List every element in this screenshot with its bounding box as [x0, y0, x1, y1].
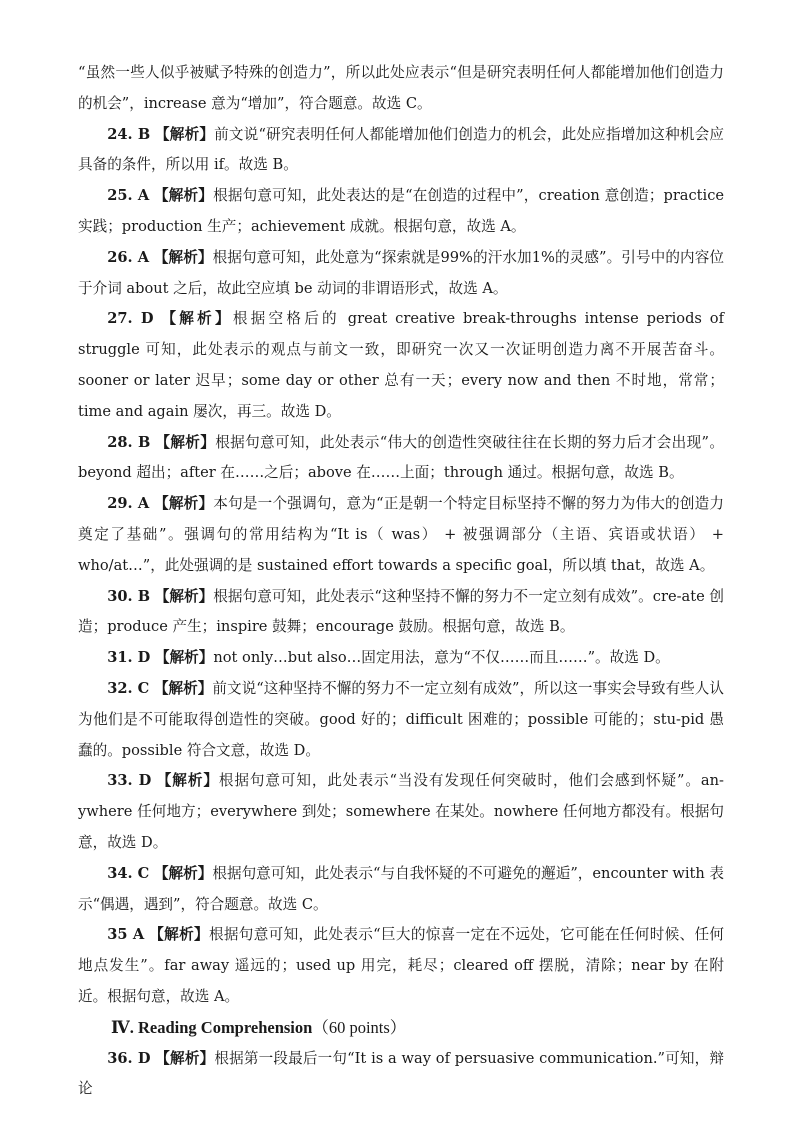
answer-text: 根据句意可知，此处表示“伟大的创造性突破往往在长期的努力后才会出现”。beyond 超出；after 在……之后；above 在……上面；through 通过。根据句意，故选 B。 — [78, 433, 724, 482]
answer-text: 前文说“这种坚持不懈的努力不一定立刻有成效”，所以这一事实会导致有些人认为他们是不可能取得创造性的突破。good 好的；difficult 困难的；possible 可能的；stu-pid 愚蠢的。possible 符合文意，故选 D。 — [78, 679, 724, 759]
intro-paragraph: “虽然一些人似乎被赋予特殊的创造力”，所以此处应表示“但是研究表明任何人都能增加他们创造力的机会”，increase 意为“增加”，符合题意。故选 C。 — [78, 64, 724, 112]
answer-number: 28. B — [107, 433, 151, 451]
answer-explanations — [78, 58, 724, 1105]
answer-number: 33. D — [107, 772, 152, 790]
answer-number: 29. A — [107, 495, 150, 513]
answer-35 — [78, 920, 724, 1012]
answer-36 — [78, 1044, 724, 1106]
section-heading — [78, 1013, 724, 1044]
answer-28 — [78, 428, 724, 490]
answer-number: 30. B — [107, 587, 151, 605]
answer-32 — [78, 674, 724, 766]
analysis-tag: 【解析】 — [153, 864, 213, 882]
analysis-tag: 【解析】 — [155, 433, 216, 451]
analysis-tag: 【解析】 — [153, 679, 213, 697]
answer-text: 根据句意可知，此处表示“与自我怀疑的不可避免的邂逅”，encounter with 表示“偶遇，遇到”，符合题意。故选 C。 — [78, 864, 724, 913]
answer-number: 26. A — [107, 248, 150, 266]
analysis-tag: 【解析】 — [155, 1049, 215, 1067]
answer-number: 25. A — [107, 187, 150, 205]
answer-number: 31. D — [107, 649, 151, 667]
analysis-tag: 【解析】 — [155, 125, 215, 143]
analysis-tag: 【解析】 — [154, 495, 214, 513]
analysis-tag: 【解析】 — [156, 772, 219, 790]
answer-number: 36. D — [107, 1049, 151, 1067]
analysis-tag: 【解析】 — [149, 926, 209, 944]
answer-27 — [78, 304, 724, 427]
answer-text: 根据空格后的 great creative break-throughs intense periods of struggle 可知，此处表示的观点与前文一致，即研究一次又一次证明创造力离不开展苦奋斗。sooner or later 迟早；some day or other 总有一天；every now and then 不时地，常常；time and again 屡次，再三。故选 D。 — [78, 310, 724, 420]
answer-34 — [78, 859, 724, 921]
answer-number: 32. C — [107, 679, 150, 697]
answer-text: 根据第一段最后一句“It is a way of persuasive communication.”可知，辩论 — [78, 1049, 724, 1098]
answer-number: 24. B — [107, 125, 151, 143]
analysis-tag: 【解析】 — [154, 587, 214, 605]
answer-text: 前文说“研究表明任何人都能增加他们创造力的机会，此处应指增加这种机会应具备的条件，所以用 if。故选 B。 — [78, 125, 724, 174]
answer-29 — [78, 489, 724, 581]
answer-text: 本句是一个强调句，意为“正是朝一个特定目标坚持不懈的努力为伟大的创造力奠定了基础”。强调句的常用结构为“It is（ was） + 被强调部分（主语、宾语或状语） + who/at…”，此处强调的是 sustained effort towards a specific goal，所以填 that，故选 A。 — [78, 495, 725, 574]
answer-text: 根据句意可知，此处表达的是“在创造的过程中”，creation 意创造；practice 实践；production 生产；achievement 成就。根据句意，故选 A。 — [78, 187, 725, 235]
answer-25 — [78, 181, 724, 243]
answer-26 — [78, 243, 724, 305]
analysis-tag: 【解析】 — [154, 187, 214, 205]
answer-text: 根据句意可知，此处表示“这种坚持不懈的努力不一定立刻有成效”。cre-ate 创造；produce 产生；inspire 鼓舞；encourage 鼓励。根据句意，故选 B。 — [78, 587, 724, 636]
answer-30 — [78, 582, 724, 644]
answer-31 — [78, 643, 724, 674]
section-points: （60 points） — [312, 1017, 407, 1037]
answer-text: 根据句意可知，此处表示“巨大的惊喜一定在不远处，它可能在任何时候、任何地点发生”。far away 遥远的；used up 用完，耗尽；cleared off 摆脱，清除；near by 在附近。根据句意，故选 A。 — [78, 926, 724, 1005]
answer-text: 根据句意可知，此处意为“探索就是99%的汗水加1%的灵感”。引号中的内容位于介词 about 之后，故此空应填 be 动词的非谓语形式，故选 A。 — [78, 248, 724, 297]
section-title: Ⅳ. Reading Comprehension — [111, 1017, 313, 1037]
answer-number: 34. C — [107, 864, 150, 882]
answer-number: 27. D — [107, 310, 154, 328]
analysis-tag: 【解析】 — [154, 649, 214, 667]
answer-33 — [78, 766, 724, 858]
answer-24 — [78, 120, 724, 182]
answer-number: 35 A — [107, 926, 145, 944]
analysis-tag: 【解析】 — [161, 310, 233, 328]
answer-text: not only…but also…固定用法，意为“不仅……而且……”。故选 D。 — [213, 649, 670, 667]
analysis-tag: 【解析】 — [153, 248, 213, 266]
answer-text: 根据句意可知，此处表示“当没有发现任何突破时，他们会感到怀疑”。an-ywhere 任何地方；everywhere 到处；somewhere 在某处。nowhere 任何地方都没有。根据句意，故选 D。 — [78, 772, 724, 851]
